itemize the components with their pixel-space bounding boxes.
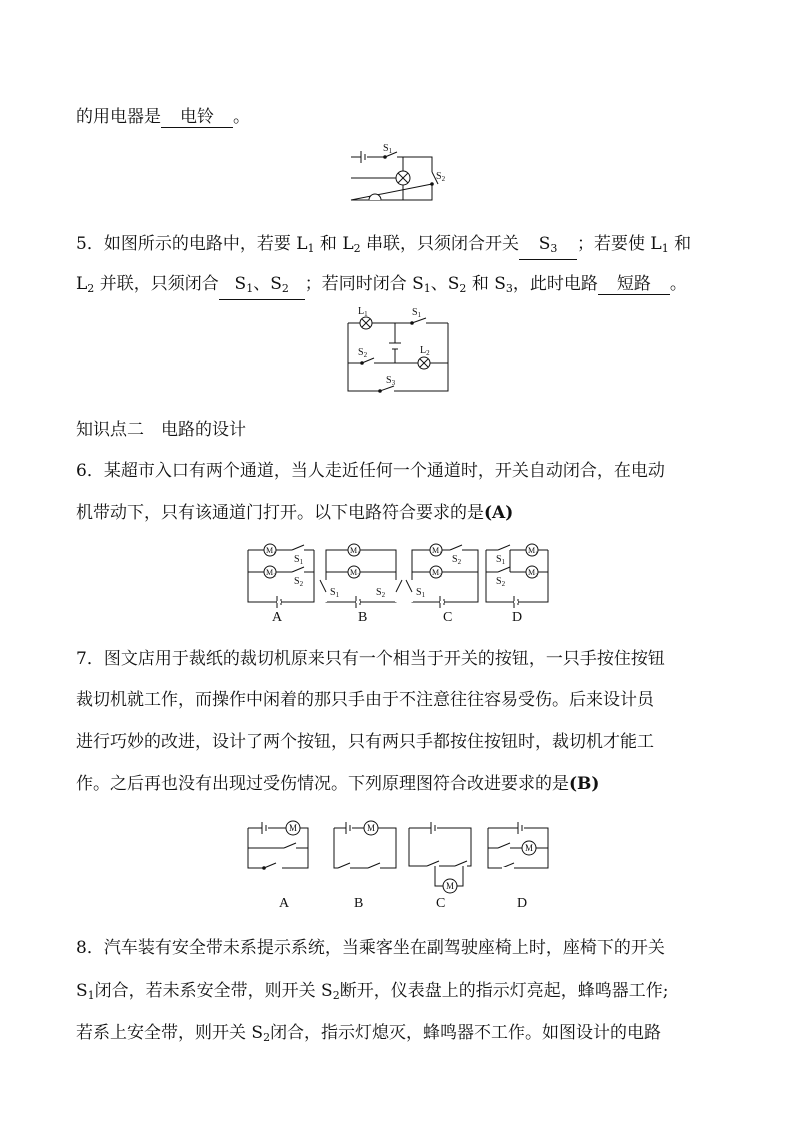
svg-text:M: M [289,823,298,833]
svg-text:M₁: M₁ [432,546,442,555]
q5-line1: 5．如图所示的电路中，若要 $L_1$ 和 $L_2$ 串联，只须闭合开关 $S_3$ ；若要使 $L_1$ 和 [76,233,691,260]
q6-label-a: A [272,610,283,625]
svg-text:S2: $S_2$ [294,576,304,588]
q4-line: 的用电器是 电铃 。 [76,107,250,127]
q7-label-c: C [436,896,446,911]
q4-answer: 电铃 [161,107,233,128]
svg-text:M₁: M₁ [266,546,276,555]
bell-circuit-figure [345,142,450,204]
q7-label-d: D [517,896,528,911]
q7-answer: (B) [569,774,600,794]
svg-text:M: M [446,881,455,891]
svg-text:M₂: M₂ [350,568,360,577]
svg-text:S1: $S_1$ [496,554,506,566]
q6-label-c: C [443,610,453,625]
q7-circuit-c [409,822,471,893]
q6-circuit-b [320,544,402,608]
q6-options-figure [244,540,554,608]
svg-text:M₂: M₂ [432,568,442,577]
svg-text:S1: $S_1$ [416,587,426,599]
q7-label-b: B [354,896,364,911]
q7-label-a: A [279,896,290,911]
q7-line4: 作。之后再也没有出现过受伤情况。下列原理图符合改进要求的是(B) [76,774,600,794]
svg-text:M: M [367,823,376,833]
q5-circuit-figure [340,305,455,397]
svg-text:S3: $S_3$ [386,375,396,387]
q6-circuit-d [486,544,548,608]
svg-text:L1: $L_1$ [358,306,368,318]
q8-line2: $S_1$闭合，若未系安全带，则开关 $S_2$断开，仪表盘上的指示灯亮起，蜂鸣器工作; [76,981,669,1002]
q5-answer1: $S_3$ [519,234,577,260]
q6-label-b: B [358,610,368,625]
svg-text:S2: $S_2$ [376,587,386,599]
q6-circuit-c [406,544,478,608]
q5-answer3: 短路 [598,274,670,295]
q7-circuit-b [334,821,396,868]
q7-circuit-d [488,822,548,868]
svg-text:M₂: M₂ [528,568,538,577]
svg-text:M₁: M₁ [350,546,360,555]
svg-text:S2: $S_2$ [496,576,506,588]
q8-line1: 8．汽车装有安全带未系提示系统，当乘客坐在副驾驶座椅上时，座椅下的开关 [76,938,665,958]
svg-text:S1: $S_1$ [330,587,340,599]
q7-line2: 裁切机就工作，而操作中闲着的那只手由于不注意往往容易受伤。后来设计员 [76,690,654,710]
s1-label: $S_1$ [383,143,393,155]
svg-text:M₁: M₁ [528,546,538,555]
q6-line1: 6．某超市入口有两个通道，当人走近任何一个通道时，开关自动闭合，在电动 [76,461,665,481]
section-heading: 知识点二 电路的设计 [76,420,246,440]
q6-line2: 机带动下，只有该通道门打开。以下电路符合要求的是(A) [76,503,514,523]
s2-label: $S_2$ [436,171,446,183]
q6-answer: (A) [484,503,514,523]
q7-options-figure [240,818,565,896]
svg-text:L2: $L_2$ [420,345,430,357]
q8-line3: 若系上安全带，则开关 $S_2$闭合，指示灯熄灭，蜂鸣器不工作。如图设计的电路 [76,1023,662,1044]
svg-text:S2: $S_2$ [452,554,462,566]
q5-answer2: $S_1$、$S_2$ [219,274,305,300]
svg-text:S2: $S_2$ [358,347,368,359]
q6-label-d: D [512,610,523,625]
svg-text:M: M [525,843,534,853]
svg-text:S1: $S_1$ [412,307,422,319]
svg-text:S1: $S_1$ [294,554,304,566]
q7-circuit-a [248,821,308,869]
svg-text:M₂: M₂ [266,568,276,577]
q5-line2: $L_2$ 并联，只须闭合 $S_1$、$S_2$ ；若同时闭合 $S_1$、$S_2$ 和 $S_3$，此时电路 短路 。 [76,273,687,300]
q7-line1: 7．图文店用于裁纸的裁切机原来只有一个相当于开关的按钮，一只手按住按钮 [76,649,665,669]
q6-circuit-a [248,544,314,608]
q7-line3: 进行巧妙的改进，设计了两个按钮，只有两只手都按住按钮时，裁切机才能工 [76,732,654,752]
